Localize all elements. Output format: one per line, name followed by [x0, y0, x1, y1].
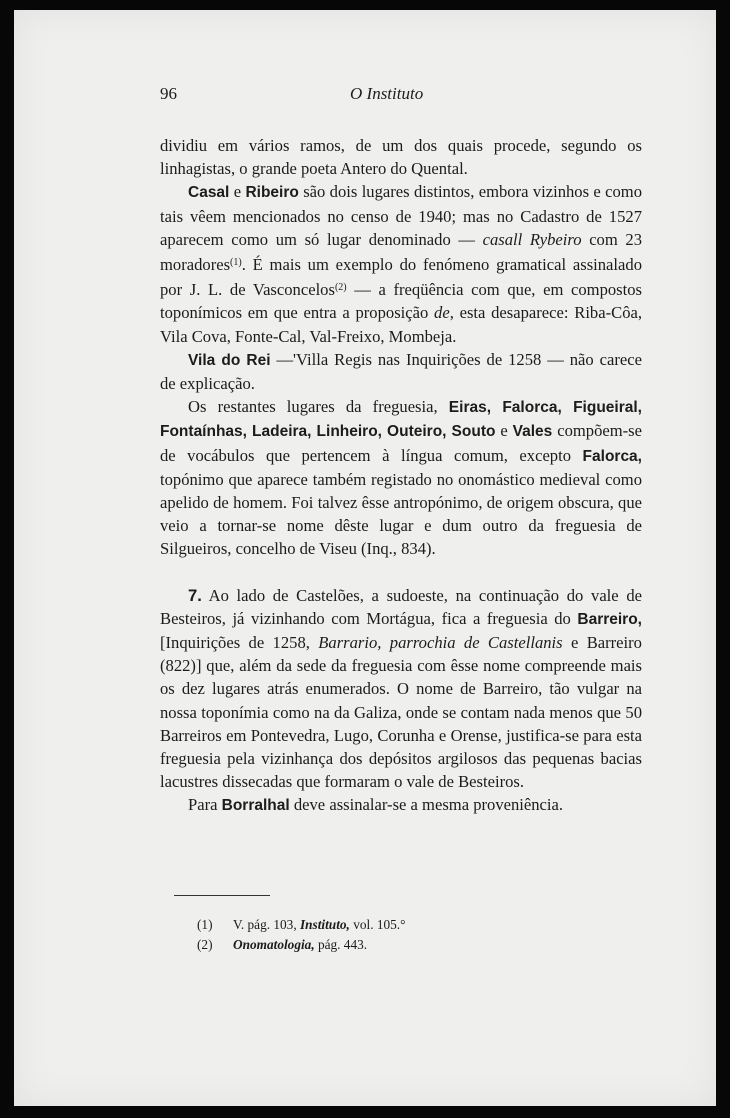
paragraph-borralhal — [160, 793, 642, 817]
text-run: Ao lado de Castelões, a sudoeste, na continuação do vale de Besteiros, já vizinhando com Mortágua, fica a freguesia do — [160, 585, 642, 628]
footnote-rule — [174, 895, 270, 896]
text-run: Os restantes lugares da freguesia, — [188, 397, 449, 417]
footnote-mark: (2) — [197, 937, 213, 952]
text-run: e — [229, 182, 246, 202]
footnote-mark: (1) — [197, 917, 213, 932]
footnotes — [197, 915, 597, 955]
text-run: compõem-se de vocábulos que pertencem à língua comum, excepto — [160, 421, 642, 465]
running-title: O Instituto — [350, 84, 424, 103]
book-page — [14, 10, 716, 1106]
toponym-casal: Casal — [188, 184, 230, 202]
footnote-1 — [197, 915, 597, 935]
footnote-text: vol. 105.° — [349, 917, 406, 932]
text-run: topónimo que aparece também registado no onomástico medieval como apelido de homem. Foi talvez êsse antropónimo, de origem obscura, que veio a tornar-se nome dêste lugar e dum outro da freguesia de Silgueiros, concelho de Viseu (Inq., 834). — [160, 469, 642, 559]
italic-barrario: Barrario, parrochia de Castellanis — [318, 633, 563, 653]
text-run: com 23 moradores — [160, 229, 643, 275]
text-run: —'Villa Regis nas Inquirições de 1258 — não carece de explicação. — [160, 349, 642, 394]
text-run: [Inquirições de 1258, — [160, 633, 319, 653]
toponym-falorca: Falorca, — [582, 447, 642, 465]
paragraph-vila-do-rei — [160, 348, 642, 395]
text-run: deve assinalar-se a mesma proveniência. — [289, 795, 564, 815]
toponym-vila-do-rei: Vila do Rei — [188, 351, 271, 369]
footnote-italic: Instituto, — [299, 917, 350, 932]
footnote-text: V. pág. 103, — [233, 917, 300, 932]
paragraph-casal-ribeiro — [160, 180, 642, 347]
section-number: 7. — [188, 585, 202, 605]
footnote-ref-2: (2) — [334, 282, 347, 294]
footnote-text: pág. 443. — [314, 937, 368, 952]
footnote-2 — [197, 935, 597, 955]
body-text — [160, 134, 642, 818]
toponym-list: Eiras, Falorca, Figueiral, Fontaínhas, Ladeira, Linheiro, Outeiro, Souto — [160, 399, 642, 441]
paragraph-restantes-lugares — [160, 395, 642, 560]
toponym-borralhal: Borralhal — [221, 797, 290, 815]
toponym-vales: Vales — [512, 423, 553, 441]
text-run: , esta desaparece: Riba-Côa, Vila Cova, Fonte-Cal, Val-Freixo, Mombeja. — [160, 303, 642, 346]
paragraph-section-7 — [160, 584, 642, 794]
toponym-barreiro: Barreiro, — [577, 610, 642, 628]
paragraph-1: dividiu em vários ramos, de um dos quais procede, segundo os linhagistas, o grande poeta Antero do Quental. — [160, 136, 642, 179]
text-run: e Barreiro (822)] que, além da sede da freguesia com êsse nome compreende mais os dez lugares atrás enumerados. O nome de Barreiro, tão vulgar na nossa toponímia como na da Galiza, onde se contam nada menos que 50 Barreiros em Pontevedra, Lugo, Corunha e Orense, justifica-se para esta freguesia pela vizinhança dos depósitos argilosos das pequenas bacias lacustres dissecadas que formaram o vale de Besteiros. — [160, 633, 642, 792]
text-run: são dois lugares distintos, embora vizinhos e como tais vêem mencionados no censo de 1940; mas no Cadastro de 1527 aparecem como um só lugar denominado — — [160, 182, 642, 249]
footnote-italic: Onomatologia, — [233, 937, 315, 952]
italic-de: de — [434, 303, 450, 323]
page-number: 96 — [160, 84, 177, 103]
italic-casall-rybeiro: casall Rybeiro — [482, 229, 582, 249]
text-run: Para — [188, 795, 222, 815]
text-run: e — [495, 421, 513, 441]
text-run: — a freqüência com que, em compostos toponímicos em que entra a proposição — [160, 280, 642, 323]
footnote-ref-1: (1) — [230, 257, 242, 269]
text-run: . É mais um exemplo do fenómeno gramatical assinalado por J. L. de Vasconcelos — [160, 255, 642, 300]
toponym-ribeiro: Ribeiro — [245, 184, 299, 202]
